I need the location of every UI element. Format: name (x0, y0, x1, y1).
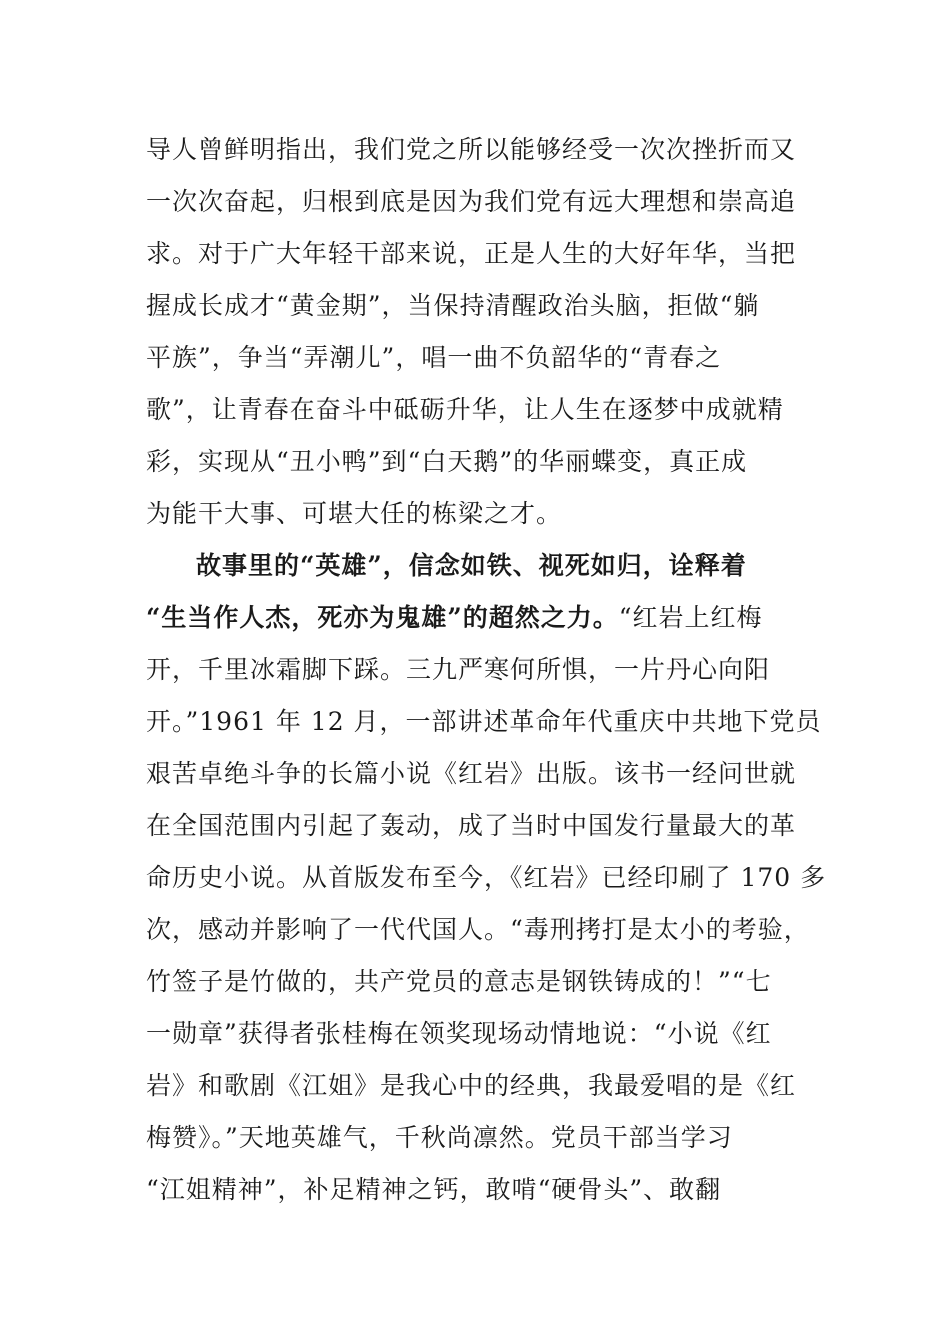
text-line: 导人曾鲜明指出，我们党之所以能够经受一次次挫折而又 (146, 135, 797, 164)
text-line: 为能干大事、可堪大任的栋梁之才。 (146, 499, 563, 528)
text-line: 平族”，争当“弄潮儿”，唱一曲不负韶华的“青春之 (146, 343, 722, 372)
text-line: 次，感动并影响了一代代国人。“毒刑拷打是太小的考验， (146, 915, 810, 944)
bold-heading-line: 故事里的“英雄”，信念如铁、视死如归，诠释着 (196, 551, 747, 580)
quote-start-text: “红岩上红梅 (618, 603, 763, 632)
text-line: 歌”，让青春在奋斗中砥砺升华，让人生在逐梦中成就精 (146, 395, 784, 424)
text-line: 一勋章”获得者张桂梅在领奖现场动情地说：“小说《红 (146, 1019, 772, 1048)
text-line: 握成长成才“黄金期”，当保持清醒政治头脑，拒做“躺 (146, 291, 760, 320)
bold-heading-text: “生当作人杰，死亦为鬼雄”的超然之力。 (146, 603, 619, 632)
text-line: 命历史小说。从首版发布至今，《红岩》已经印刷了 170 多 (146, 863, 827, 892)
text-line: 在全国范围内引起了轰动，成了当时中国发行量最大的革 (146, 811, 797, 840)
text-line: 一次次奋起，归根到底是因为我们党有远大理想和崇高追 (146, 187, 797, 216)
document-body (146, 124, 827, 1216)
text-line (146, 592, 806, 644)
text-line: 岩》和歌剧《江姐》是我心中的经典，我最爱唱的是《红 (146, 1071, 797, 1100)
text-line: 开，千里冰霜脚下踩。三九严寒何所惧，一片丹心向阳 (146, 655, 771, 684)
text-line: 开。”1961 年 12 月，一部讲述革命年代重庆中共地下党员 (146, 707, 822, 736)
text-line: 彩，实现从“丑小鸭”到“白天鹅”的华丽蝶变，真正成 (146, 447, 748, 476)
paragraph-2 (146, 540, 827, 1216)
text-line: “江姐精神”，补足精神之钙，敢啃“硬骨头”、敢翻 (146, 1175, 722, 1204)
text-line: 竹签子是竹做的，共产党员的意志是钢铁铸成的！”“七 (146, 967, 772, 996)
text-line: 梅赞》。”天地英雄气，千秋尚凛然。党员干部当学习 (146, 1123, 733, 1152)
text-line: 求。对于广大年轻干部来说，正是人生的大好年华，当把 (146, 239, 797, 268)
text-line: 艰苦卓绝斗争的长篇小说《红岩》出版。该书一经问世就 (146, 759, 797, 788)
paragraph-1 (146, 124, 806, 540)
